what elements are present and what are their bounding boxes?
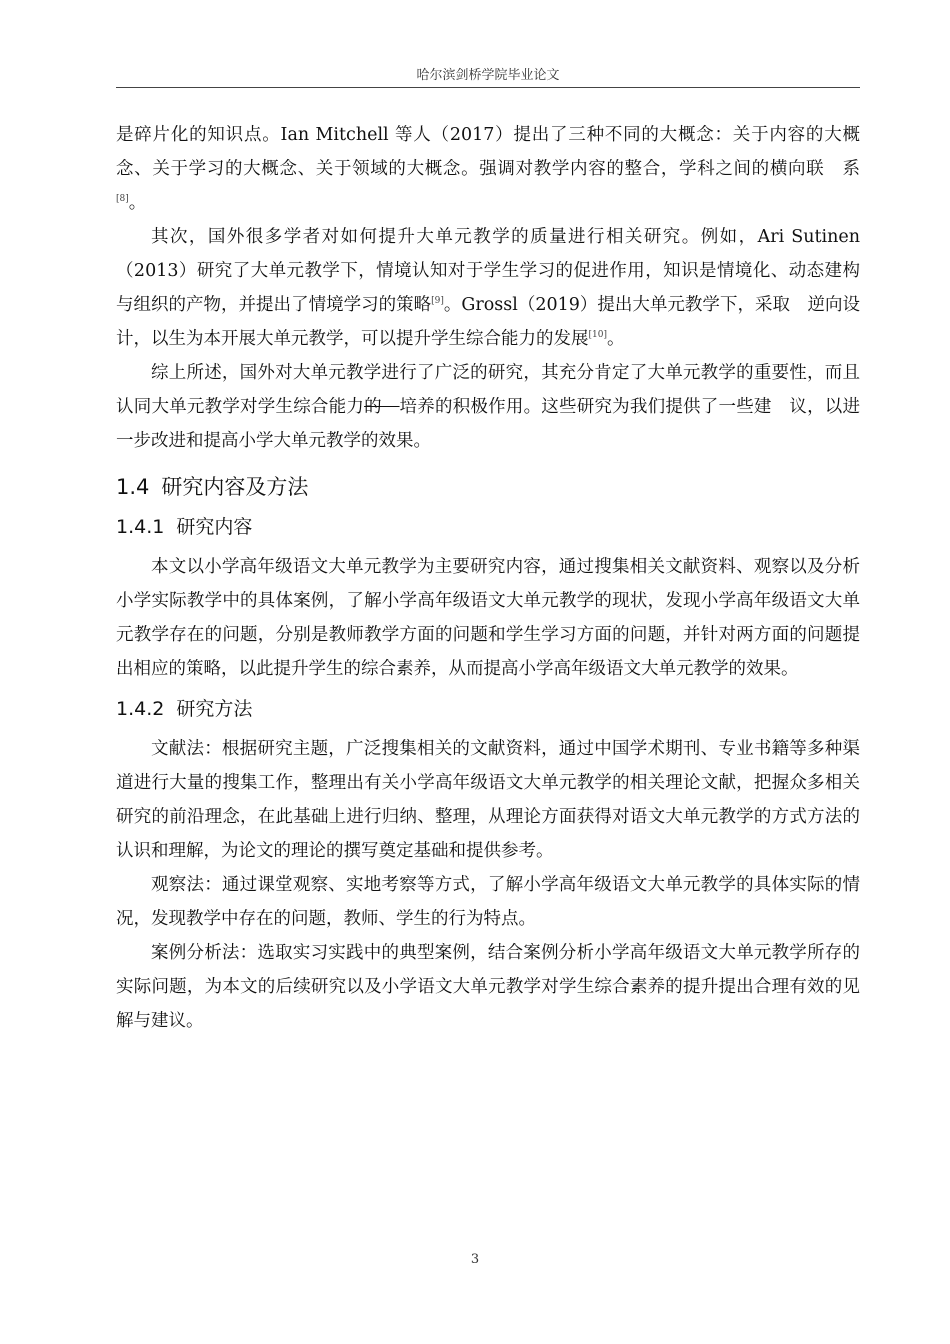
header-rule [116,87,860,88]
paragraph-2-text-b: 。Grossl（2019）提出大单元教学下，采取 逆向设计，以生为本开展大单元教学，可以提升学生综合能力的发展 [116,295,860,349]
citation-9: [9] [431,296,444,307]
subsection-number: 1.4.2 [116,698,165,720]
subsection-title: 研究内容 [176,516,253,538]
section-heading-1-4-2 [116,694,860,724]
paragraph-2-end: 。 [606,329,625,349]
paragraph-1 [116,118,878,220]
paragraph-3 [116,356,860,458]
paragraph-2-text-a: 其次，国外很多学者对如何提升大单元教学的质量进行相关研究。例如，Ari Sutinen（2013）研究了大单元教学下，情境认知对于学生学习的促进作用，知识是情境化、动态建构与组织的产物，并提出了情境学习的策略 [116,227,860,315]
section-heading-1-4-1 [116,512,860,542]
section-title: 研究内容及方法 [161,475,309,499]
citation-8: [8] [116,194,129,205]
case-analysis-method-paragraph: 案例分析法：选取实习实践中的典型案例，结合案例分析小学高年级语文大单元教学所存的实际问题，为本文的后续研究以及小学语文大单元教学对学生综合素养的提升提出合理有效的见解与建议。 [116,943,860,1031]
paragraph-2 [116,220,860,356]
document-body [116,118,878,1038]
citation-10: [10] [588,330,607,341]
page-header: 哈尔滨剑桥学院毕业论文 [416,68,560,83]
paragraph-1-text: 是碎片化的知识点。Ian Mitchell 等人（2017）提出了三种不同的大概念：关于内容的大概 念、关于学习的大概念、关于领域的大概念。强调对教学内容的整合，学科之间的横向联 系 [116,125,878,179]
paragraph-3-text-b: 培养的积极作用。这些研究为我们提供了一些建 议，以进一步改进和提高小学大单元教学的效果。 [116,397,861,451]
page-number: 3 [470,1252,480,1267]
paragraph-3-text-a: 综上所述，国外对大单元教学进行了广泛的研究，其充分肯定了大单元教学的重要性，而且认同大单元教学对学生综合能力 [116,363,860,417]
research-content-paragraph: 本文以小学高年级语文大单元教学为主要研究内容，通过搜集相关文献资料、观察以及分析小学实际教学中的具体案例，了解小学高年级语文大单元教学的现状，发现小学高年级语文大单元教学存在的问题，分别是教师教学方面的问题和学生学习方面的问题，并针对两方面的问题提出相应的策略，以此提升学生的综合素养，从而提高小学高年级语文大单元教学的效果。 [116,557,860,679]
section-heading-1-4 [116,472,860,502]
section-number: 1.4 [116,475,150,499]
subsection-title: 研究方法 [176,698,253,720]
observation-method-paragraph: 观察法：通过课堂观察、实地考察等方式，了解小学高年级语文大单元教学的具体实际的情况，发现教学中存在的问题，教师、学生的行为特点。 [116,875,860,929]
subsection-number: 1.4.1 [116,516,165,538]
strikethrough-text: 的 [364,397,400,417]
literature-method-paragraph: 文献法：根据研究主题，广泛搜集相关的文献资料，通过中国学术期刊、专业书籍等多种渠道进行大量的搜集工作，整理出有关小学高年级语文大单元教学的相关理论文献，把握众多相关研究的前沿理念，在此基础上进行归纳、整理，从理论方面获得对语文大单元教学的方式方法的认识和理解，为论文的理论的撰写奠定基础和提供参考。 [116,739,860,861]
paragraph-1-end: 。 [128,193,147,213]
